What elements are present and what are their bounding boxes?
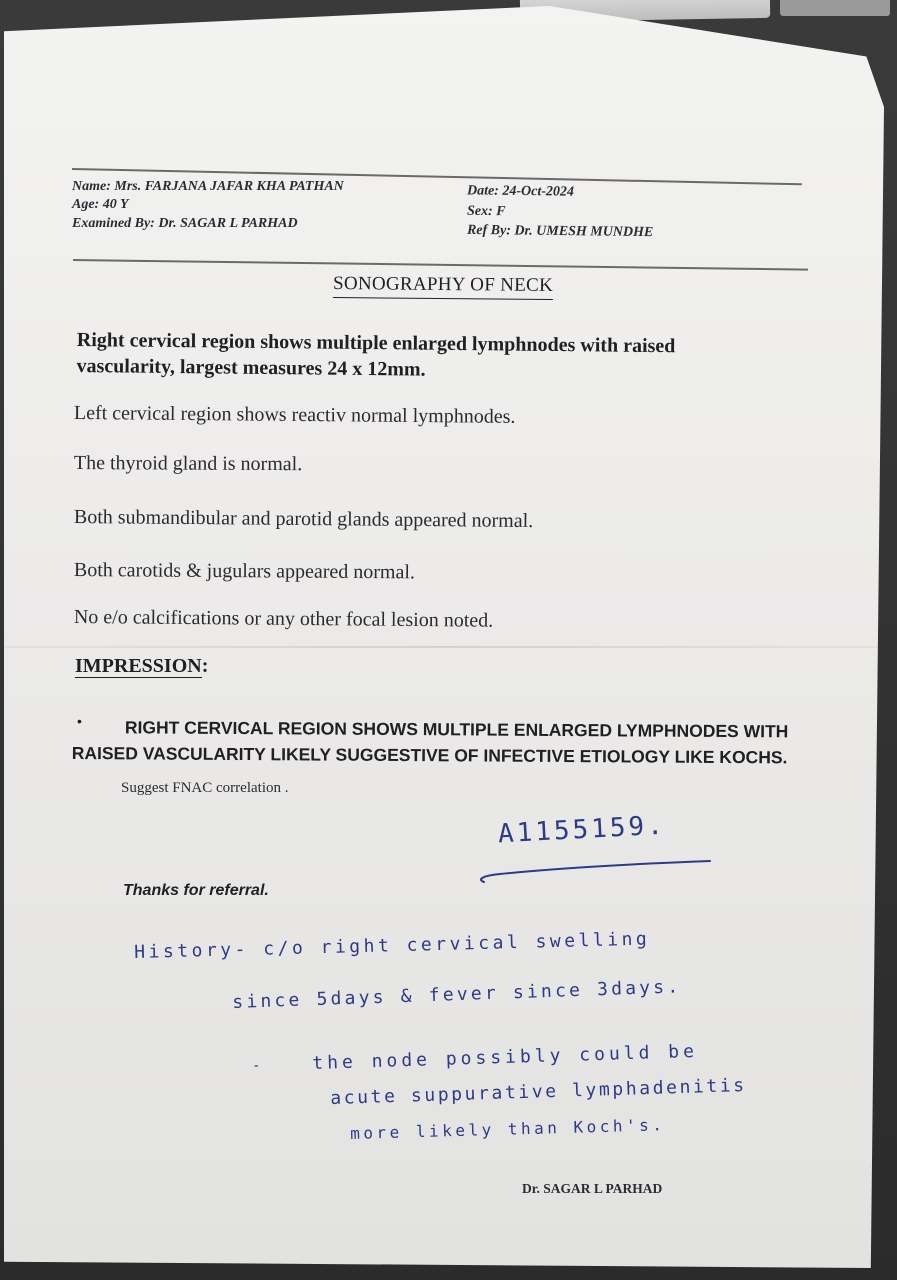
suggest-fnac: Suggest FNAC correlation . [121, 780, 289, 796]
handwritten-number: A1155159. [497, 810, 667, 850]
header-bottom-rule [73, 259, 808, 270]
patient-age: Age: 40 Y [72, 197, 129, 212]
handwritten-underline [470, 852, 720, 892]
patient-name: Name: Mrs. FARJANA JAFAR KHA PATHAN [72, 179, 344, 194]
handwritten-history-line-1: History- c/o right cervical swelling [134, 928, 651, 963]
thanks-for-referral: Thanks for referral. [123, 882, 269, 899]
handwritten-history-line-5: more likely than Koch's. [350, 1115, 666, 1143]
finding-carotids: Both carotids & jugulars appeared normal. [73, 559, 416, 584]
finding-thyroid: The thyroid gland is normal. [73, 452, 303, 476]
finding-calcifications: No e/o calcifications or any other focal lesion noted. [73, 606, 494, 632]
examined-by: Examined By: Dr. SAGAR L PARHAD [72, 216, 298, 231]
finding-left-cervical: Left cervical region shows reactiv normal lymphnodes. [73, 402, 516, 428]
doctor-name-footer: Dr. SAGAR L PARHAD [522, 1181, 663, 1196]
report-date: Date: 24-Oct-2024 [466, 183, 575, 200]
impression-colon: : [201, 655, 209, 677]
handwritten-history-line-3: the node possibly could be [312, 1040, 699, 1074]
impression-label: IMPRESSION [75, 655, 202, 677]
referred-by: Ref By: Dr. UMESH MUNDHE [466, 222, 654, 241]
handwritten-history-line-4: acute suppurative lymphadenitis [330, 1074, 748, 1109]
handwritten-dash: - [252, 1058, 265, 1074]
finding-salivary-glands: Both submandibular and parotid glands appeared normal. [73, 506, 534, 533]
impression-heading [75, 655, 208, 678]
finding-right-cervical: Right cervical region shows multiple enlarged lymphnodes with raised vascularity, largest measures 24 x 12mm. [76, 328, 676, 381]
patient-sex: Sex: F [466, 203, 506, 220]
report-title: SONOGRAPHY OF NECK [333, 273, 553, 300]
handwritten-history-line-2: since 5days & fever since 3days. [232, 976, 682, 1013]
impression-bullet: • [77, 713, 82, 729]
impression-text: RIGHT CERVICAL REGION SHOWS MULTIPLE ENLARGED LYMPHNODES WITH RAISED VASCULARITY LIKELY SUGGESTIVE OF INFECTIVE ETIOLOGY LIKE KOCHS. [71, 717, 789, 768]
